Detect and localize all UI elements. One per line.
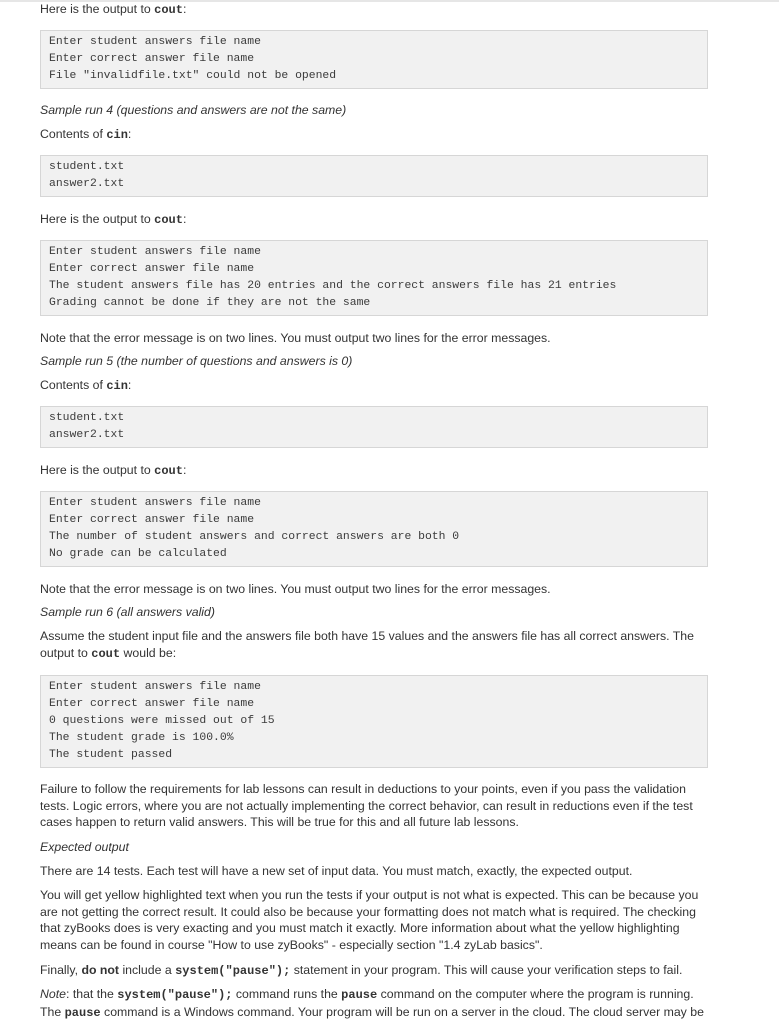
yellow-highlight-paragraph: You will get yellow highlighted text when you run the tests if your output is not what is expected. This can be because you are not getting the correct result. It could also be because your formatting does not match what is required. The checking that zyBooks does is very exacting and you must match it exactly. More information about what the yellow highlighting means can be found in course "How to use zyBooks" - especially section "1.4 zyLab basics". (40, 888, 699, 953)
code-line: Enter student answers file name (49, 36, 261, 48)
code-line: Enter student answers file name (49, 246, 261, 258)
code-line: No grade can be calculated (49, 548, 227, 560)
sample6-description: Assume the student input file and the answers file both have 15 values and the answers file has all correct answers. The output to cout would be: (40, 629, 694, 661)
sample5-output-label: Here is the output to cout: (40, 463, 187, 478)
finally-paragraph: Finally, do not include a system("pause"); statement in your program. This will cause your verification steps to fail. (40, 963, 683, 978)
sample5-title: Sample run 5 (the number of questions and answers is 0) (40, 354, 353, 368)
code-line: student.txt (49, 412, 125, 424)
code-box-cin-4 (40, 155, 708, 197)
note-two-lines-2: Note that the error message is on two lines. You must output two lines for the error messages. (40, 582, 551, 596)
code-line: File "invalidfile.txt" could not be opened (49, 70, 337, 82)
code-line: Enter student answers file name (49, 681, 261, 693)
code-line: Enter correct answer file name (49, 53, 255, 65)
code-box-output-invalid (40, 30, 708, 89)
code-box-output-6 (40, 675, 708, 768)
note-paragraph: Note: that the system("pause"); command runs the pause command on the computer where the program is running. The pause command is a Windows command. Your program will be run on a server in the cloud. The cloud server may be (40, 987, 704, 1020)
code-box-output-5 (40, 491, 708, 567)
code-line: Grading cannot be done if they are not the same (49, 297, 371, 309)
sample5-cin-label: Contents of cin: (40, 378, 132, 393)
sample6-title: Sample run 6 (all answers valid) (40, 605, 215, 619)
code-line: student.txt (49, 161, 125, 173)
note-two-lines-1: Note that the error message is on two lines. You must output two lines for the error messages. (40, 331, 551, 345)
code-box-cin-5 (40, 406, 708, 448)
code-line: Enter student answers file name (49, 497, 261, 509)
code-line: 0 questions were missed out of 15 (49, 715, 275, 727)
code-line: The student answers file has 20 entries and the correct answers file has 21 entries (49, 280, 617, 292)
code-line: Enter correct answer file name (49, 698, 255, 710)
tests-paragraph: There are 14 tests. Each test will have a new set of input data. You must match, exactly, the expected output. (40, 864, 633, 878)
expected-output-heading: Expected output (40, 840, 129, 854)
code-line: answer2.txt (49, 178, 125, 190)
code-line: The number of student answers and correct answers are both 0 (49, 531, 460, 543)
sample4-title: Sample run 4 (questions and answers are not the same) (40, 103, 347, 117)
sample4-output-label: Here is the output to cout: (40, 212, 187, 227)
code-line: The student grade is 100.0% (49, 732, 234, 744)
code-line: answer2.txt (49, 429, 125, 441)
code-line: The student passed (49, 749, 173, 761)
sample4-cin-label: Contents of cin: (40, 127, 132, 142)
output-label-invalid: Here is the output to cout: (40, 2, 187, 17)
code-box-output-4 (40, 240, 708, 316)
code-line: Enter correct answer file name (49, 263, 255, 275)
code-line: Enter correct answer file name (49, 514, 255, 526)
failure-paragraph: Failure to follow the requirements for lab lessons can result in deductions to your points, even if you pass the validation tests. Logic errors, where you are not actually implementing the correct behavior, can result in reductions even if the test cases happen to return valid answers. This will be true for this and all future lab lessons. (40, 782, 693, 830)
